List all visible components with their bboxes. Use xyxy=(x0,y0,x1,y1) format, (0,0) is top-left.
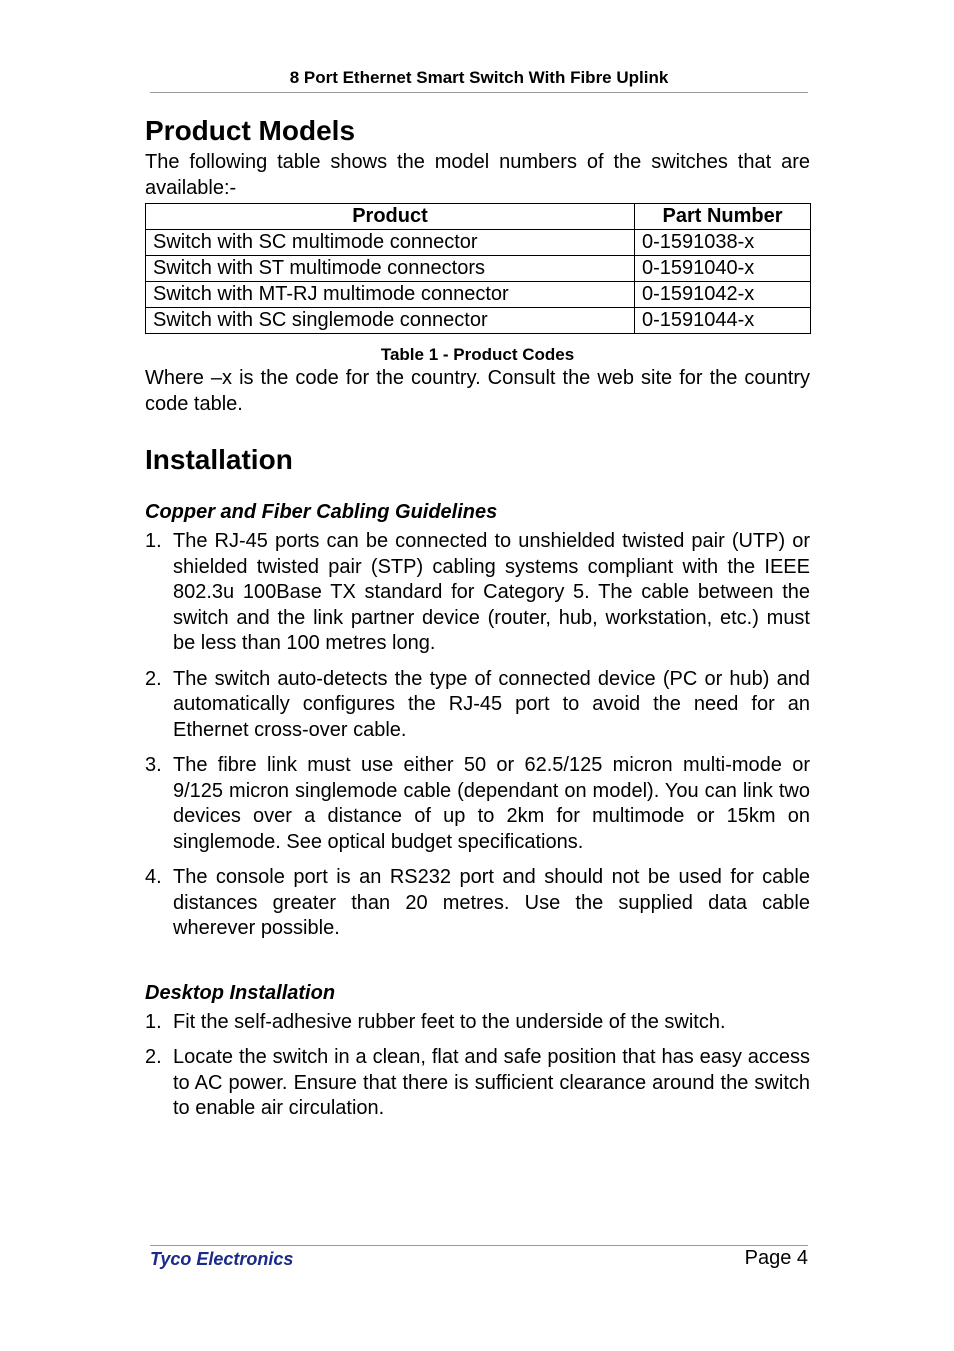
list-item-text: Locate the switch in a clean, flat and safe position that has easy access to AC power. Ensure that there is sufficient clearance around the switch to enable air circulation. xyxy=(173,1046,810,1119)
list-item-number: 2. xyxy=(145,667,162,690)
part-number-cell: 0-1591038-x xyxy=(635,230,811,256)
list-item xyxy=(145,1010,810,1036)
list-item xyxy=(145,1045,810,1122)
list-item-number: 1. xyxy=(145,1010,162,1033)
list-item-text: The switch auto-detects the type of connected device (PC or hub) and automatically configures the RJ-45 port to avoid the need for an Ethernet cross-over cable. xyxy=(173,667,810,741)
page-header: 8 Port Ethernet Smart Switch With Fibre Uplink xyxy=(150,68,808,93)
list-item xyxy=(145,753,810,855)
footer-company: Tyco Electronics xyxy=(150,1249,294,1269)
page-number: Page 4 xyxy=(744,1247,808,1269)
list-item-number: 1. xyxy=(145,530,162,552)
cabling-guidelines-list xyxy=(145,529,810,942)
product-cell: Switch with SC multimode connector xyxy=(146,230,635,256)
product-codes-table xyxy=(145,203,811,334)
part-number-cell: 0-1591042-x xyxy=(635,282,811,308)
column-header-product: Product xyxy=(146,204,635,230)
list-item xyxy=(145,865,810,942)
table-row xyxy=(146,282,811,308)
list-item-number: 4. xyxy=(145,866,162,888)
models-intro-text: The following table shows the model numbers of the switches that are available:- xyxy=(145,151,810,199)
list-item-text: The fibre link must use either 50 or 62.5/125 micron multi-mode or 9/125 micron singlemode cable (dependant on model). You can link two devices over a distance of up to 2km for multimode or 15km on singlemode. See optical budget specifications. xyxy=(173,754,810,853)
list-item-text: Fit the self-adhesive rubber feet to the underside of the switch. xyxy=(173,1010,726,1033)
cabling-guidelines-heading: Copper and Fiber Cabling Guidelines xyxy=(145,501,498,523)
installation-heading: Installation xyxy=(145,444,293,475)
table-caption: Table 1 - Product Codes xyxy=(380,345,575,364)
column-header-part-number: Part Number xyxy=(635,204,811,230)
product-models-heading: Product Models xyxy=(145,115,356,146)
list-item-text: The console port is an RS232 port and should not be used for cable distances greater than 20 metres. Use the supplied data cable wherever possible. xyxy=(173,866,810,939)
country-code-note: Where –x is the code for the country. Consult the web site for the country code table. xyxy=(145,367,810,415)
part-number-cell: 0-1591044-x xyxy=(635,308,811,334)
page-content xyxy=(145,112,810,1132)
product-cell: Switch with MT-RJ multimode connector xyxy=(146,282,635,308)
list-item-text: The RJ-45 ports can be connected to unshielded twisted pair (UTP) or shielded twisted pair (STP) cabling systems compliant with the IEEE 802.3u 100Base TX standard for Category 5. The cable between the switch and the link partner device (router, hub, workstation, etc.) must be less than 100 metres long. xyxy=(173,530,810,654)
desktop-installation-list xyxy=(145,1010,810,1122)
desktop-installation-heading: Desktop Installation xyxy=(145,981,336,1004)
table-row xyxy=(146,256,811,282)
product-cell: Switch with SC singlemode connector xyxy=(146,308,635,334)
table-row xyxy=(146,230,811,256)
list-item-number: 3. xyxy=(145,754,162,776)
page-footer xyxy=(150,1245,808,1274)
list-item xyxy=(145,667,810,744)
table-header-row xyxy=(146,204,811,230)
product-cell: Switch with ST multimode connectors xyxy=(146,256,635,282)
list-item-number: 2. xyxy=(145,1046,162,1068)
list-item xyxy=(145,529,810,657)
part-number-cell: 0-1591040-x xyxy=(635,256,811,282)
table-row xyxy=(146,308,811,334)
